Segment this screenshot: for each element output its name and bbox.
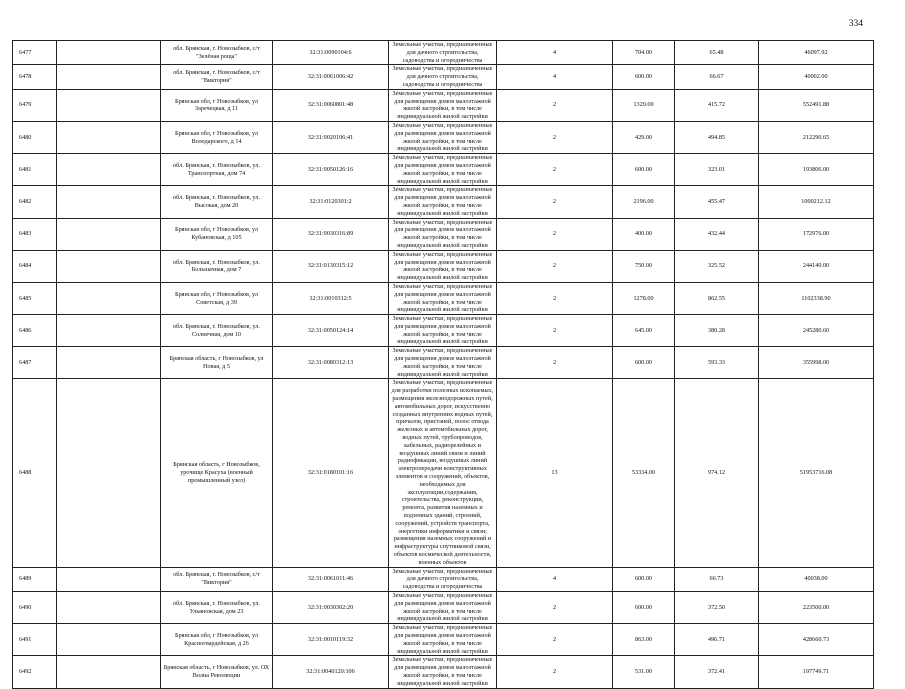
use-group-cell: 4 [497, 41, 613, 65]
cadastral-value-cell: 197749.71 [759, 656, 874, 688]
specific-value-cell: 496.71 [675, 624, 759, 656]
use-group-cell: 2 [497, 282, 613, 314]
cadastral-value-table [12, 40, 874, 689]
blank-cell [57, 591, 161, 623]
table-row [13, 567, 874, 591]
cadastral-value-cell: 40002.00 [759, 65, 874, 89]
use-group-cell: 2 [497, 186, 613, 218]
cadastral-number-cell: 32:31:0010312:5 [273, 282, 389, 314]
address-cell: обл. Брянская, г. Новозыбков, ул. Солнечная, дом 10 [161, 315, 273, 347]
cadastral-value-cell: 40038.00 [759, 567, 874, 591]
cadastral-number-cell: 32:31:0030302:20 [273, 591, 389, 623]
row-number-cell: 6482 [13, 186, 57, 218]
blank-cell [57, 315, 161, 347]
use-group-cell: 13 [497, 379, 613, 567]
area-cell: 600.00 [613, 65, 675, 89]
cadastral-number-cell: 32:31:0061011:46 [273, 567, 389, 591]
cadastral-number-cell: 32:31:0080312:13 [273, 347, 389, 379]
specific-value-cell: 372.41 [675, 656, 759, 688]
use-group-cell: 2 [497, 250, 613, 282]
address-cell: обл. Брянская, г. Новозыбков, с/т "Виктория" [161, 65, 273, 89]
area-cell: 750.00 [613, 250, 675, 282]
land-use-cell: Земельные участки, предназначенные для размещения домов малоэтажной жилой застройки, в том числе индивидуальной жилой застройки [389, 121, 497, 153]
land-use-cell: Земельные участки, предназначенные для дачного строительства, садоводства и огородничества [389, 65, 497, 89]
area-cell: 1278.00 [613, 282, 675, 314]
land-use-cell: Земельные участки, предназначенные для размещения домов малоэтажной жилой застройки, в том числе индивидуальной жилой застройки [389, 591, 497, 623]
use-group-cell: 2 [497, 154, 613, 186]
table-row [13, 218, 874, 250]
table-row [13, 347, 874, 379]
row-number-cell: 6488 [13, 379, 57, 567]
address-cell: Брянская обл, г Новозыбков, ул Кубановская, д 105 [161, 218, 273, 250]
specific-value-cell: 862.55 [675, 282, 759, 314]
cadastral-value-cell: 552491.88 [759, 89, 874, 121]
specific-value-cell: 415.72 [675, 89, 759, 121]
cadastral-value-cell: 1000212.12 [759, 186, 874, 218]
land-use-cell: Земельные участки, предназначенные для размещения домов малоэтажной жилой застройки, в том числе индивидуальной жилой застройки [389, 282, 497, 314]
blank-cell [57, 154, 161, 186]
use-group-cell: 2 [497, 218, 613, 250]
blank-cell [57, 41, 161, 65]
address-cell: Брянская область, г Новозыбков, ул Новая, д 5 [161, 347, 273, 379]
use-group-cell: 2 [497, 121, 613, 153]
row-number-cell: 6485 [13, 282, 57, 314]
table-row [13, 591, 874, 623]
address-cell: обл. Брянская, г. Новозыбков, с/т "Виктория" [161, 567, 273, 591]
row-number-cell: 6486 [13, 315, 57, 347]
cadastral-number-cell: 32:31:0061006:42 [273, 65, 389, 89]
blank-cell [57, 347, 161, 379]
table-row [13, 656, 874, 688]
table-row [13, 186, 874, 218]
specific-value-cell: 494.85 [675, 121, 759, 153]
cadastral-value-cell: 223500.00 [759, 591, 874, 623]
cadastral-value-cell: 244140.00 [759, 250, 874, 282]
row-number-cell: 6490 [13, 591, 57, 623]
address-cell: обл. Брянская, г. Новозыбков, ул. Высокая, дом 20 [161, 186, 273, 218]
blank-cell [57, 218, 161, 250]
row-number-cell: 6481 [13, 154, 57, 186]
blank-cell [57, 186, 161, 218]
table-row [13, 315, 874, 347]
row-number-cell: 6483 [13, 218, 57, 250]
table-row [13, 379, 874, 567]
cadastral-number-cell: 32:31:0090104:6 [273, 41, 389, 65]
table-row [13, 121, 874, 153]
cadastral-value-cell: 1102338.90 [759, 282, 874, 314]
area-cell: 600.00 [613, 347, 675, 379]
use-group-cell: 2 [497, 347, 613, 379]
cadastral-value-cell: 193806.00 [759, 154, 874, 186]
land-use-cell: Земельные участки, предназначенные для размещения домов малоэтажной жилой застройки, в том числе индивидуальной жилой застройки [389, 656, 497, 688]
specific-value-cell: 372.50 [675, 591, 759, 623]
row-number-cell: 6492 [13, 656, 57, 688]
area-cell: 863.00 [613, 624, 675, 656]
land-use-cell: Земельные участки, предназначенные для дачного строительства, садоводства и огородничества [389, 41, 497, 65]
specific-value-cell: 65.48 [675, 41, 759, 65]
land-use-cell: Земельные участки, предназначенные для размещения домов малоэтажной жилой застройки, в том числе индивидуальной жилой застройки [389, 250, 497, 282]
table-row [13, 41, 874, 65]
area-cell: 600.00 [613, 591, 675, 623]
specific-value-cell: 323.01 [675, 154, 759, 186]
land-use-cell: Земельные участки, предназначенные для размещения домов малоэтажной жилой застройки, в том числе индивидуальной жилой застройки [389, 624, 497, 656]
blank-cell [57, 121, 161, 153]
row-number-cell: 6478 [13, 65, 57, 89]
area-cell: 645.00 [613, 315, 675, 347]
address-cell: обл. Брянская, г. Новозыбков, ул. Ульяновская, дом 23 [161, 591, 273, 623]
use-group-cell: 4 [497, 65, 613, 89]
use-group-cell: 2 [497, 591, 613, 623]
cadastral-number-cell: 32:31:0040120:106 [273, 656, 389, 688]
cadastral-value-cell: 245280.60 [759, 315, 874, 347]
table-row [13, 282, 874, 314]
table-row [13, 65, 874, 89]
cadastral-number-cell: 32:31:0050126:16 [273, 154, 389, 186]
use-group-cell: 2 [497, 315, 613, 347]
row-number-cell: 6487 [13, 347, 57, 379]
specific-value-cell: 380.28 [675, 315, 759, 347]
blank-cell [57, 656, 161, 688]
address-cell: Брянская область, г Новозыбков, ул. ОХ Волна Революции [161, 656, 273, 688]
row-number-cell: 6489 [13, 567, 57, 591]
area-cell: 53334.00 [613, 379, 675, 567]
area-cell: 600.00 [613, 567, 675, 591]
cadastral-value-cell: 46097.92 [759, 41, 874, 65]
address-cell: Брянская обл, г Новозыбков, ул Советская, д 39 [161, 282, 273, 314]
cadastral-number-cell: 32:31:0010119:32 [273, 624, 389, 656]
land-use-cell: Земельные участки, предназначенные для размещения домов малоэтажной жилой застройки, в том числе индивидуальной жилой застройки [389, 347, 497, 379]
blank-cell [57, 379, 161, 567]
row-number-cell: 6480 [13, 121, 57, 153]
cadastral-value-cell: 172976.00 [759, 218, 874, 250]
cadastral-number-cell: 32:31:0030316:89 [273, 218, 389, 250]
land-use-cell: Земельные участки, предназначенные для дачного строительства, садоводства и огородничества [389, 567, 497, 591]
cadastral-value-cell: 212290.65 [759, 121, 874, 153]
blank-cell [57, 282, 161, 314]
land-use-cell: Земельные участки, предназначенные для разработки полезных ископаемых, размещения железнодорожных путей, автомобильных дорог, искусственно созданных внутренних водных путей, причалов, пристаней, полос отвода железных и автомобильных дорог, водных путей, трубопроводов, кабельных, радиорелейных и воздушных линий связи и линий радиофикации, воздушных линий электропередачи конструктивных элементов и сооружений, объектов, необходимых для эксплуатации,содержания, строительства, реконструкции, ремонта, развития наземных и подземных зданий, строений, сооружений, устройств транспорта, энергетики информатики и связи; размещения наземных сооружений и инфраструктуры спутниковой связи, объектов космической деятельности, военных объектов [389, 379, 497, 567]
use-group-cell: 2 [497, 89, 613, 121]
land-use-cell: Земельные участки, предназначенные для размещения домов малоэтажной жилой застройки, в том числе индивидуальной жилой застройки [389, 218, 497, 250]
table-row [13, 154, 874, 186]
area-cell: 1329.00 [613, 89, 675, 121]
cadastral-value-cell: 428660.73 [759, 624, 874, 656]
blank-cell [57, 567, 161, 591]
address-cell: обл. Брянская, г. Новозыбков, ул. Транспортная, дом 74 [161, 154, 273, 186]
use-group-cell: 2 [497, 656, 613, 688]
specific-value-cell: 432.44 [675, 218, 759, 250]
cadastral-number-cell: 32:31:0130315:12 [273, 250, 389, 282]
land-use-cell: Земельные участки, предназначенные для размещения домов малоэтажной жилой застройки, в том числе индивидуальной жилой застройки [389, 186, 497, 218]
area-cell: 429.00 [613, 121, 675, 153]
specific-value-cell: 593.33 [675, 347, 759, 379]
row-number-cell: 6484 [13, 250, 57, 282]
specific-value-cell: 974.12 [675, 379, 759, 567]
blank-cell [57, 65, 161, 89]
page-number: 334 [848, 19, 863, 29]
specific-value-cell: 66.67 [675, 65, 759, 89]
row-number-cell: 6491 [13, 624, 57, 656]
row-number-cell: 6479 [13, 89, 57, 121]
blank-cell [57, 89, 161, 121]
cadastral-number-cell: 32:31:0050124:14 [273, 315, 389, 347]
specific-value-cell: 325.52 [675, 250, 759, 282]
specific-value-cell: 66.73 [675, 567, 759, 591]
area-cell: 704.00 [613, 41, 675, 65]
land-use-cell: Земельные участки, предназначенные для размещения домов малоэтажной жилой застройки, в том числе индивидуальной жилой застройки [389, 154, 497, 186]
area-cell: 600.00 [613, 154, 675, 186]
cadastral-number-cell: 32:31:0060801:48 [273, 89, 389, 121]
table-body [13, 41, 874, 689]
table-row [13, 250, 874, 282]
area-cell: 531.00 [613, 656, 675, 688]
use-group-cell: 4 [497, 567, 613, 591]
address-cell: Брянская обл, г Новозыбков, ул Володарского, д 14 [161, 121, 273, 153]
specific-value-cell: 455.47 [675, 186, 759, 218]
land-use-cell: Земельные участки, предназначенные для размещения домов малоэтажной жилой застройки, в том числе индивидуальной жилой застройки [389, 315, 497, 347]
address-cell: обл. Брянская, г. Новозыбков, ул. Большачная, дом 7 [161, 250, 273, 282]
row-number-cell: 6477 [13, 41, 57, 65]
table-row [13, 89, 874, 121]
cadastral-value-cell: 355998.00 [759, 347, 874, 379]
cadastral-number-cell: 32:31:0020106:41 [273, 121, 389, 153]
cadastral-number-cell: 32:31:0180101:16 [273, 379, 389, 567]
address-cell: Брянская область, г Новозыбков, урочище Красуха (военный промышленный узел) [161, 379, 273, 567]
area-cell: 400.00 [613, 218, 675, 250]
cadastral-number-cell: 32:31:0120301:2 [273, 186, 389, 218]
land-use-cell: Земельные участки, предназначенные для размещения домов малоэтажной жилой застройки, в том числе индивидуальной жилой застройки [389, 89, 497, 121]
address-cell: Брянская обл, г Новозыбков, ул Красногвардейская, д 26 [161, 624, 273, 656]
blank-cell [57, 250, 161, 282]
address-cell: обл. Брянская, г. Новозыбков, с/т "Зелёная роща" [161, 41, 273, 65]
cadastral-value-cell: 51953716.08 [759, 379, 874, 567]
address-cell: Брянская обл, г Новозыбков, ул Заречецкая, д 11 [161, 89, 273, 121]
use-group-cell: 2 [497, 624, 613, 656]
area-cell: 2196.00 [613, 186, 675, 218]
